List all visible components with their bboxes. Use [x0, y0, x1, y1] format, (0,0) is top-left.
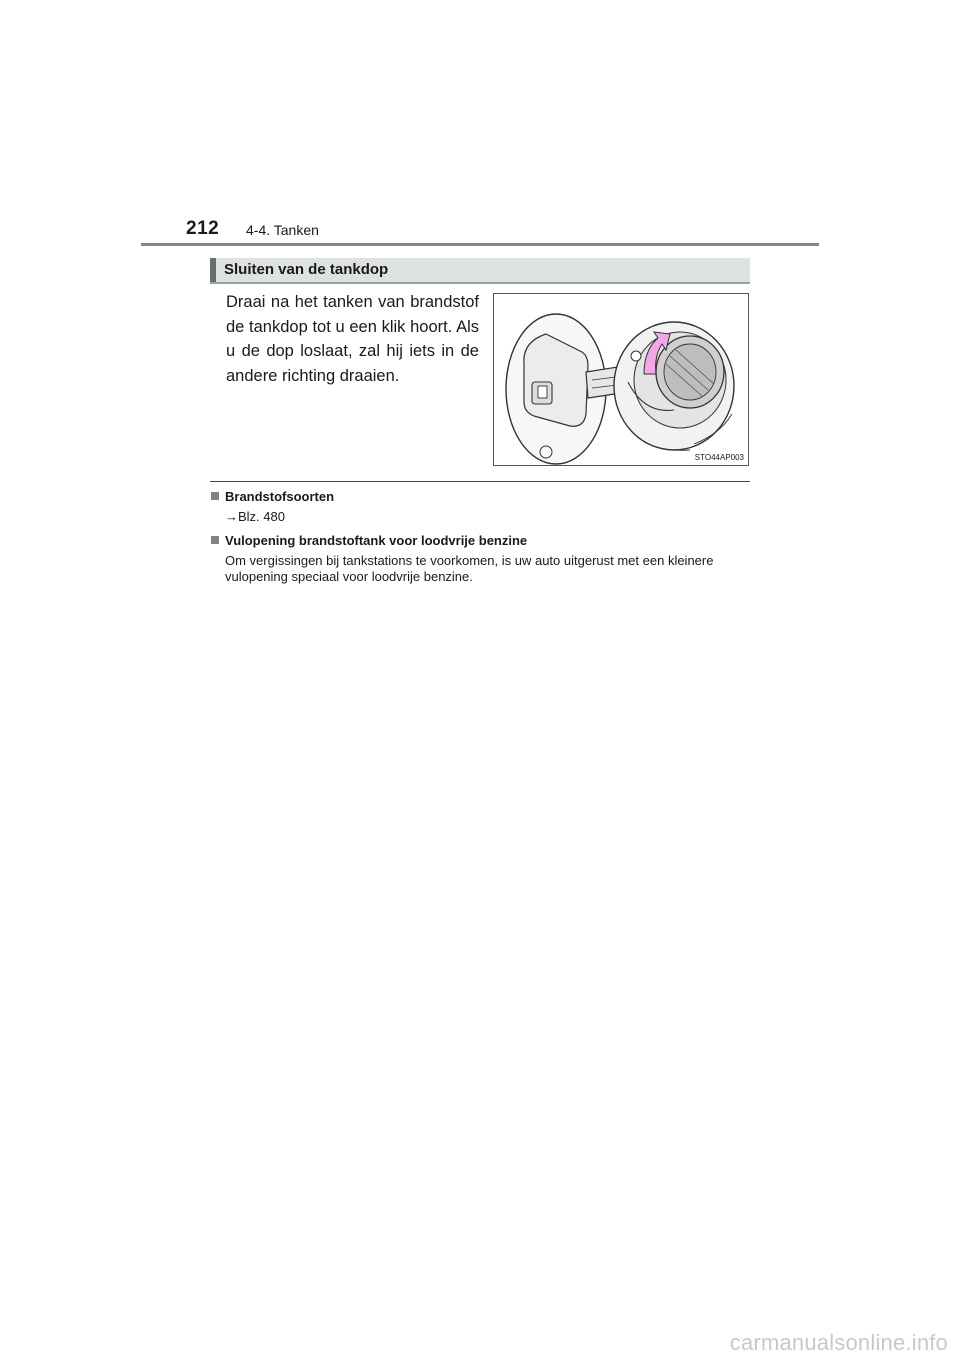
instruction-text: Draai na het tanken van brandstof de tankdop tot u een klik hoort. Als u de dop loslaat, zal hij iets in de andere richting draaien.	[226, 293, 479, 385]
fuel-cap-figure	[493, 293, 749, 466]
subsection-bar	[210, 258, 750, 284]
note-bullet-icon	[211, 536, 219, 544]
note-bullet-icon	[211, 492, 219, 500]
note-heading: Vulopening brandstoftank voor loodvrije benzine	[225, 533, 528, 548]
watermark: carmanualsonline.info	[729, 1330, 948, 1355]
subsection-title: Sluiten van de tankdop	[224, 261, 389, 278]
header-rule	[141, 243, 819, 246]
subsection-accent	[210, 258, 216, 282]
content-rule	[210, 481, 750, 482]
note-heading: Brandstofsoorten	[225, 489, 335, 504]
note-body: Om vergissingen bij tankstations te voorkomen, is uw auto uitgerust met een kleinere vulopening speciaal voor loodvrije benzine.	[225, 553, 714, 584]
note-body: →Blz. 480	[225, 509, 285, 524]
section-title: 4-4. Tanken	[246, 222, 319, 238]
fuel-cap-illustration	[494, 294, 749, 466]
page-number: 212	[186, 218, 220, 239]
figure-code: STO44AP003	[694, 453, 744, 462]
